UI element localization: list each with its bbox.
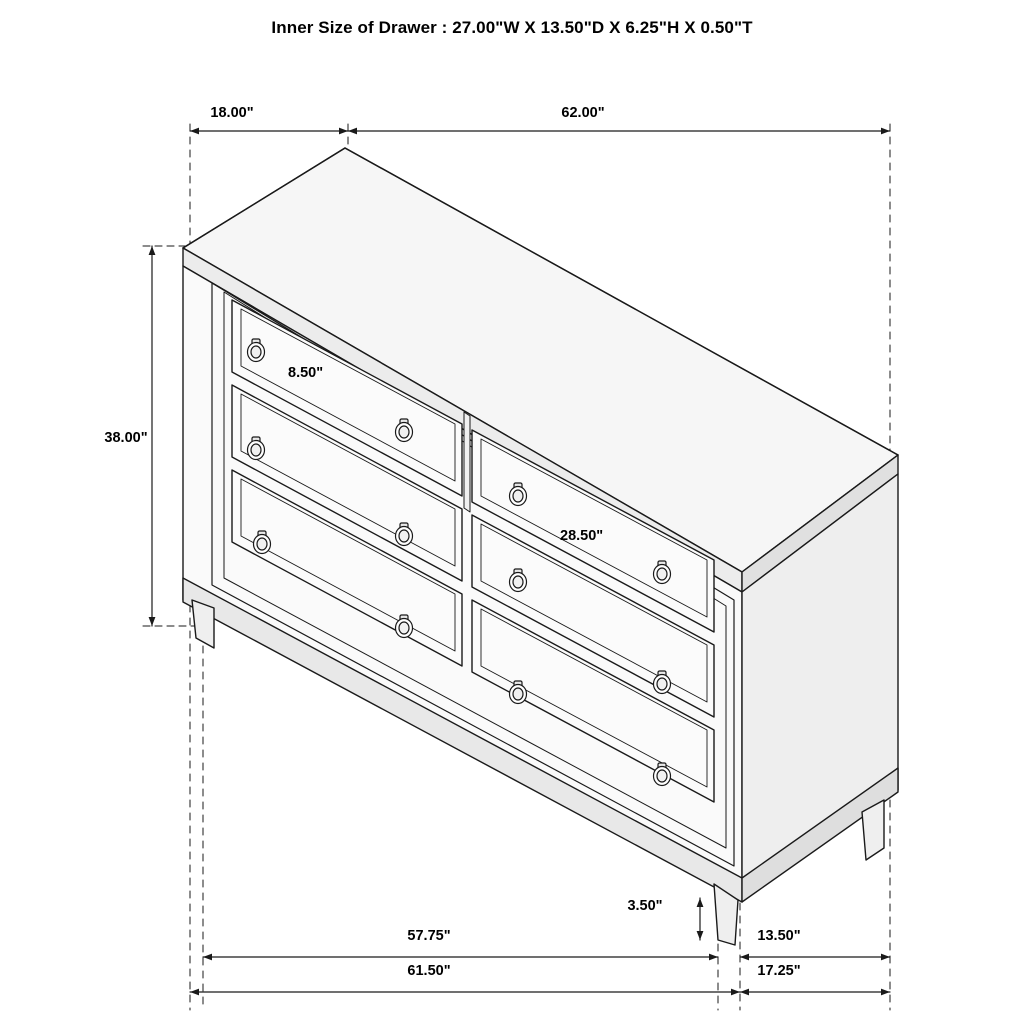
dim-label-overall-depth: 17.25" <box>757 963 801 979</box>
dim-label-top-width: 62.00" <box>561 105 605 121</box>
dim-line-top <box>190 128 890 135</box>
dim-label-overall-width: 61.50" <box>407 963 451 979</box>
dim-label-drawer-height: 8.50" <box>288 365 324 381</box>
dim-label-top-depth: 18.00" <box>210 105 254 121</box>
dim-lines-bottom <box>190 898 890 995</box>
dim-label-drawer-width: 28.50" <box>560 528 604 544</box>
page-title: Inner Size of Drawer : 27.00"W X 13.50"D X 6.25"H X 0.50"T <box>271 18 753 37</box>
dim-label-case-depth: 13.50" <box>757 928 801 944</box>
dim-label-case-width: 57.75" <box>407 928 451 944</box>
dim-label-overall-height: 38.00" <box>104 430 148 446</box>
dim-label-leg-height: 3.50" <box>627 898 663 914</box>
